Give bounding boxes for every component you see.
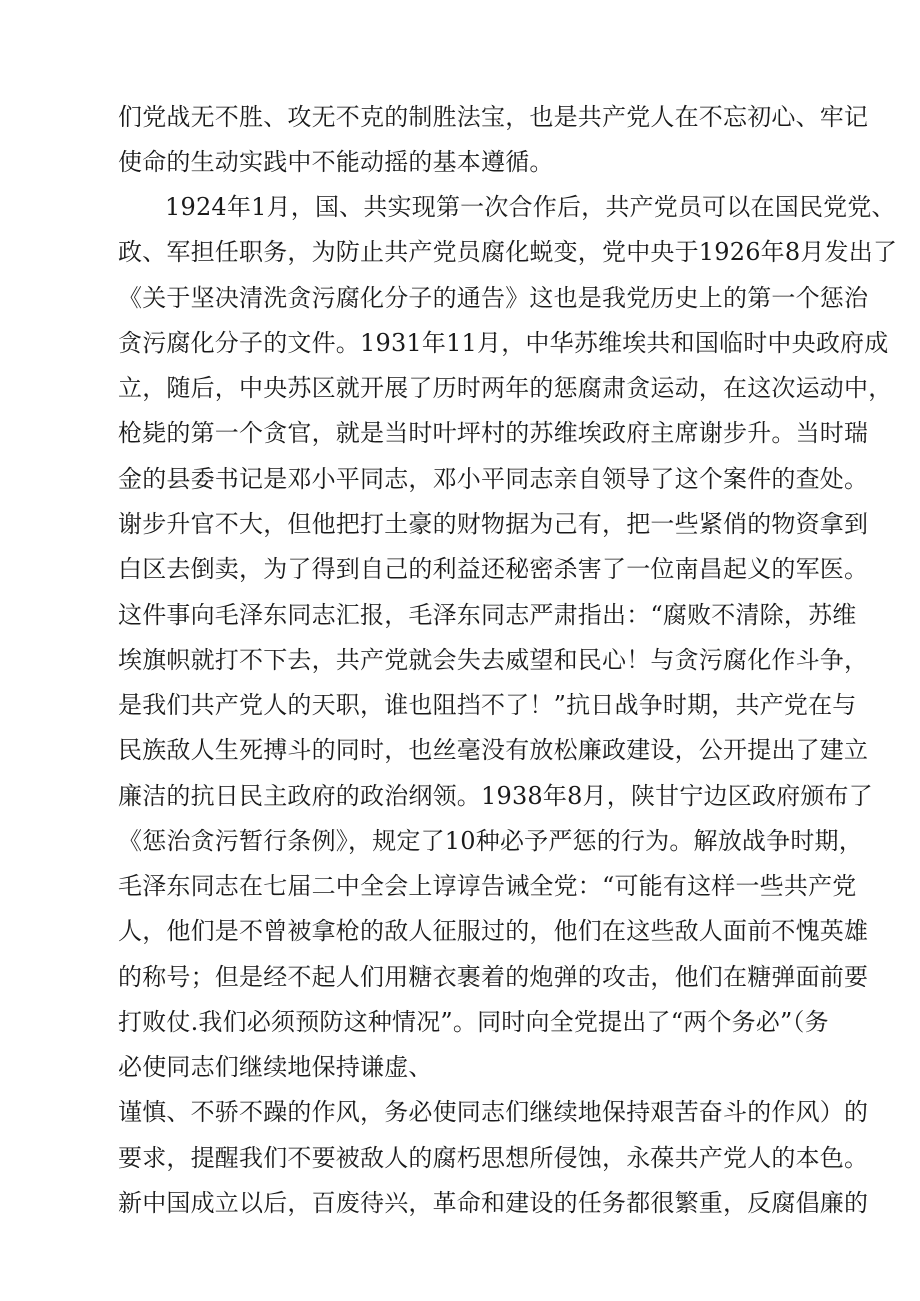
text-line: 毛泽东同志在七届二中全会上谆谆告诫全党：“可能有这样一些共产党 — [118, 872, 857, 900]
text-line: 谢步升官不大，但他把打土豪的财物据为己有，把一些紧俏的物资拿到 — [118, 510, 869, 538]
text-line: 埃旗帜就打不下去，共产党就会失去威望和民心！与贪污腐化作斗争， — [118, 646, 869, 674]
text-line: 政、军担任职务，为防止共产党员腐化蜕变，党中央于1926年8月发出了 — [118, 238, 898, 266]
text-line: 民族敌人生死搏斗的同时，也丝毫没有放松廉政建设，公开提出了建立 — [118, 736, 869, 764]
text-line: 必使同志们继续地保持谦虚、 — [118, 1053, 433, 1081]
text-line: 《关于坚决清洗贪污腐化分子的通告》这也是我党历史上的第一个惩治 — [118, 284, 869, 312]
text-line: 新中国成立以后，百废待兴，革命和建设的任务都很繁重，反腐倡廉的 — [118, 1189, 869, 1217]
text-line: 要求，提醒我们不要被敌人的腐朽思想所侵蚀，永葆共产党人的本色。 — [118, 1144, 869, 1172]
paragraph-start-line: 1924年1月，国、共实现第一次合作后，共产党员可以在国民党党、 — [165, 193, 896, 221]
text-line: 打败仗.我们必须预防这种情况”。同时向全党提出了“两个务必”（务 — [118, 1008, 829, 1036]
text-line: 贪污腐化分子的文件。1931年11月，中华苏维埃共和国临时中央政府成 — [118, 329, 889, 357]
text-line: 廉洁的抗日民主政府的政治纲领。1938年8月，陕甘宁边区政府颁布了 — [118, 782, 873, 810]
text-line: 谨慎、不骄不躁的作风，务必使同志们继续地保持艰苦奋斗的作风）的 — [118, 1098, 869, 1126]
text-line: 《惩治贪污暂行条例》，规定了10种必予严惩的行为。解放战争时期， — [118, 827, 863, 855]
text-line: 金的县委书记是邓小平同志，邓小平同志亲自领导了这个案件的查处。 — [118, 465, 869, 493]
text-line: 立，随后，中央苏区就开展了历时两年的惩腐肃贪运动，在这次运动中， — [118, 374, 893, 402]
text-line: 的称号；但是经不起人们用糖衣裹着的炮弹的攻击，他们在糖弹面前要 — [118, 963, 869, 991]
text-line: 白区去倒卖，为了得到自己的利益还秘密杀害了一位南昌起义的军医。 — [118, 555, 869, 583]
text-line: 是我们共产党人的天职，谁也阻挡不了！”抗日战争时期，共产党在与 — [118, 691, 857, 719]
text-line: 使命的生动实践中不能动摇的基本遵循。 — [118, 148, 554, 176]
text-line: 人，他们是不曾被拿枪的敌人征服过的，他们在这些敌人面前不愧英雄 — [118, 917, 869, 945]
text-line: 这件事向毛泽东同志汇报，毛泽东同志严肃指出：“腐败不清除，苏维 — [118, 601, 857, 629]
text-line: 枪毙的第一个贪官，就是当时叶坪村的苏维埃政府主席谢步升。当时瑞 — [118, 419, 869, 447]
text-line: 们党战无不胜、攻无不克的制胜法宝，也是共产党人在不忘初心、牢记 — [118, 103, 869, 131]
